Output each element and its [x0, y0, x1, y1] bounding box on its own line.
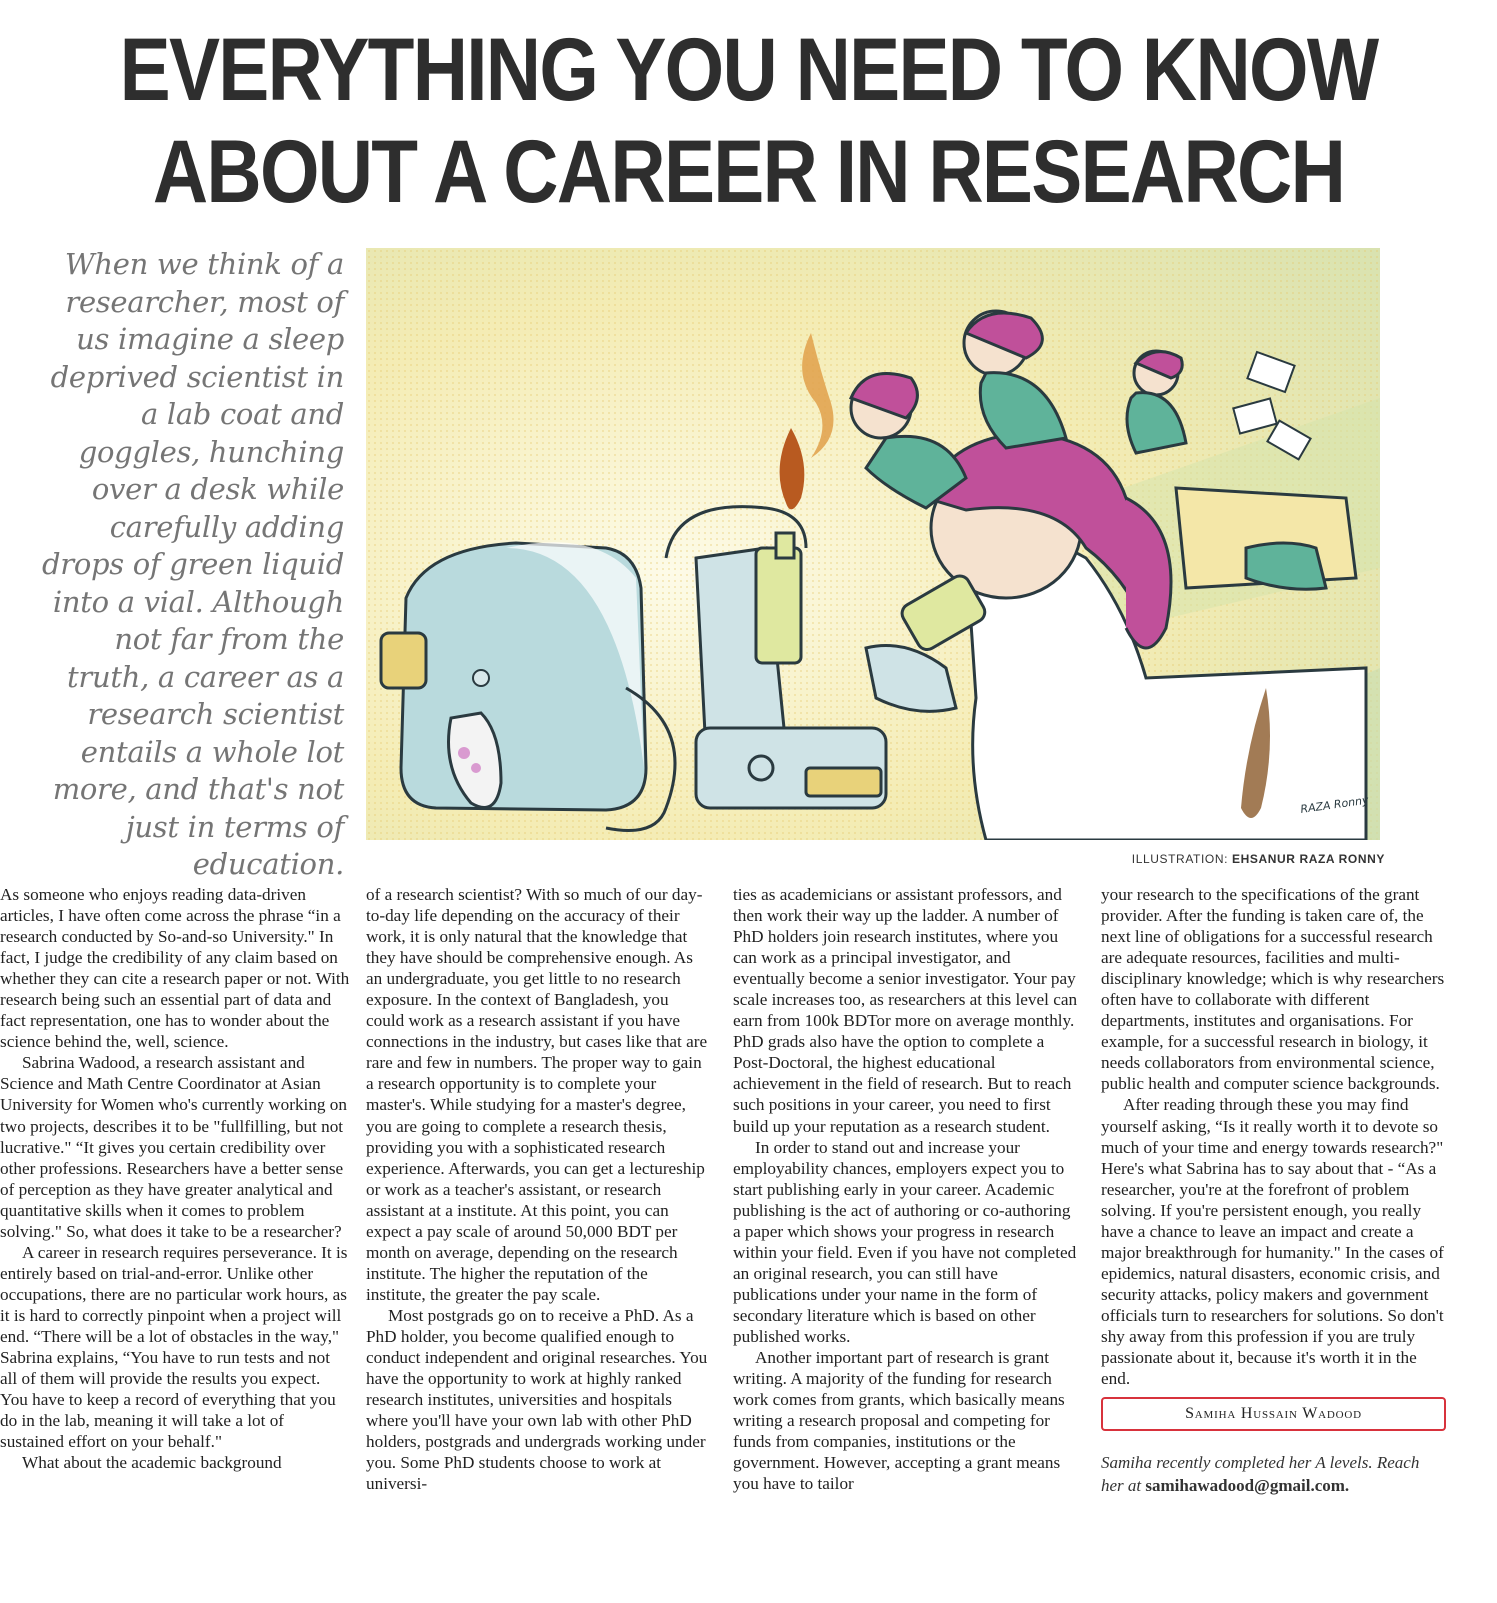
article-column-1	[0, 884, 350, 1473]
illustration	[366, 248, 1380, 840]
paragraph: ties as academicians or assistant professors, and then work their way up the ladder. A number of PhD holders join research institutes, where you can work as a principal investigator, and eventually become a senior investigator. Your pay scale increases too, as researchers at this level can earn from 100k BDTor more on average monthly. PhD grads also have the option to complete a Post-Doctoral, the highest educational achievement in the field of research. But to reach such positions in your career, you need to first build up your reputation as a research student.	[733, 885, 1078, 1136]
article-column-2	[366, 884, 710, 1494]
paragraph: In order to stand out and increase your employability chances, employers expect you to start publishing early in your career. Academic publishing is the act of authoring or co-authoring a paper which shows your progress in research within your field. Even if you have not completed an original research, you can still have publications under your name in the form of secondary literature which is based on other published works.	[733, 1137, 1077, 1346]
headline-line-2: ABOUT A CAREER IN RESEARCH	[152, 121, 1345, 221]
illustration-signature: RAZA Ronny	[1299, 793, 1370, 816]
illustration-artwork	[366, 248, 1380, 840]
illustration-credit-name: EHSANUR RAZA RONNY	[1231, 852, 1385, 866]
paragraph: Another important part of research is grant writing. A majority of the funding for research work comes from grants, which basically means writing a research proposal and competing for funds from companies, institutions or the government. However, accepting a grant means you have to tailor	[733, 1348, 1065, 1494]
pull-quote: When we think of a researcher, most of us imagine a sleep deprived scientist in a lab coat and goggles, hunching over a desk while carefully adding drops of green liquid into a vial. Although not far from the truth, a career as a research scientist entails a whole lot more, and that's not just in terms of education.	[42, 247, 344, 881]
author-bio	[1101, 1451, 1446, 1497]
paragraph: your research to the specifications of the grant provider. After the funding is taken care of, the next line of obligations for a successful research are adequate resources, facilities and multi-disciplinary knowledge; which is why researchers often have to collaborate with different departments, institutes and organisations. For example, for a successful research in biology, it needs collaborators from environmental science, public health and computer science backgrounds.	[1101, 885, 1445, 1094]
paragraph: What about the academic background	[22, 1453, 282, 1473]
paragraph: Most postgrads go on to receive a PhD. As a PhD holder, you become qualified enough to conduct independent and original researches. You have the opportunity to work at highly ranked research institutes, universities and hospitals where you'll have your own lab with other PhD holders, postgrads and undergrads working under you. Some PhD students choose to work at universi-	[366, 1305, 708, 1494]
illustration-credit-label: ILLUSTRATION:	[1131, 852, 1229, 866]
article-column-4	[1101, 884, 1446, 1497]
article-column-3	[733, 884, 1078, 1494]
paragraph: As someone who enjoys reading data-driven articles, I have often come across the phrase “in a research conducted by So-and-so University." In fact, I judge the credibility of any claim based on whether they can cite a research paper or not. With research being such an essential part of data and fact representation, one has to wonder about the science behind the, well, science.	[0, 885, 350, 1052]
author-email-link[interactable]: samihawadood@gmail.com.	[1145, 1476, 1350, 1496]
headline	[105, 18, 1392, 222]
paragraph: Sabrina Wadood, a research assistant and Science and Math Centre Coordinator at Asian University for Women who's currently working on two projects, describes it to be "fullfilling, but not lucrative." “It gives you certain credibility over other professions. Researchers have a better sense of perception as they have greater analytical and quantitative skills when it comes to problem solving." So, what does it take to be a researcher?	[0, 1053, 347, 1241]
paragraph: of a research scientist? With so much of our day-to-day life depending on the accuracy of their work, it is only natural that the knowledge that they have should be comprehensive enough. As an undergraduate, you get little to no research exposure. In the context of Bangladesh, you could work as a research assistant if you have connections in the industry, but cases like that are rare and few in numbers. The proper way to gain a research opportunity is to complete your master's. While studying for a master's degree, you are going to complete a research thesis, providing you with a sophisticated research experience. Afterwards, you can get a lectureship or work as a teacher's assistant, or research assistant at a institute. At this point, you can expect a pay scale of around 50,000 BDT per month on average, depending on the research institute. The higher the reputation of the institute, the greater the pay scale.	[366, 885, 708, 1304]
lab-machine-shape	[381, 542, 646, 810]
illustration-credit	[1132, 852, 1385, 866]
paragraph: A career in research requires perseverance. It is entirely based on trial-and-error. Unlike other occupations, there are no particular work hours, as it is hard to correctly pinpoint when a project will end. “There will be a lot of obstacles in the way," Sabrina explains, “You have to run tests and not all of them will provide the results you expect. You have to keep a record of everything that you do in the lab, meaning it will take a lot of sustained effort on your behalf."	[0, 1242, 348, 1452]
headline-line-1: EVERYTHING YOU NEED TO KNOW	[119, 19, 1378, 119]
author-bio-text: Samiha recently completed her A levels. Reach her at	[1101, 1453, 1420, 1496]
author-byline: Samiha Hussain Wadood	[1101, 1397, 1446, 1431]
paragraph: After reading through these you may find yourself asking, “Is it really worth it to devote so much of your time and energy towards research?" Here's what Sabrina has to say about that - “As a researcher, you're at the forefront of problem solving. If you're persistent enough, you really have a chance to leave an impact and create a major breakthrough for humanity." In the cases of epidemics, natural disasters, economic crisis, and security attacks, policy makers and government officials turn to researchers for solutions. So don't shy away from this profession if you are truly passionate about it, because it's worth it in the end.	[1101, 1095, 1444, 1389]
